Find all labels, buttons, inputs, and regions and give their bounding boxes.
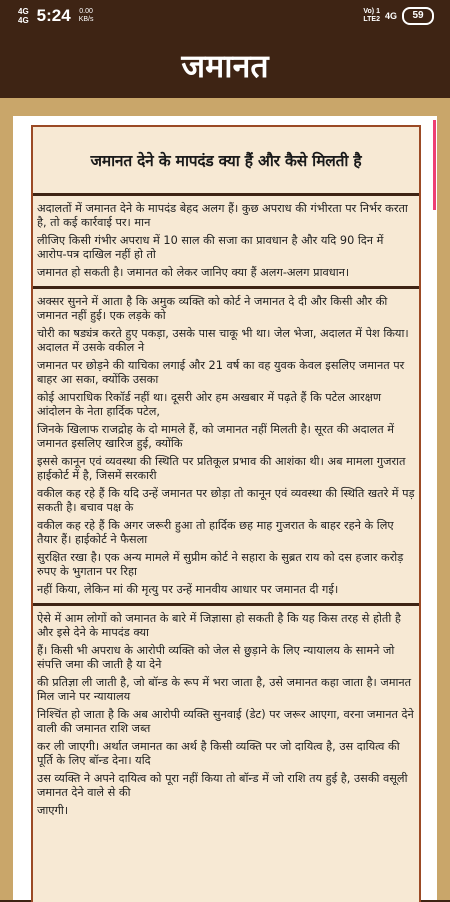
article-content[interactable] [31, 125, 421, 902]
app-bar [0, 32, 450, 98]
volte-top: Vo) 1 [363, 8, 380, 15]
article-paragraph: की प्रतिज्ञा ली जाती है, जो बॉन्ड के रूप में भरा जाता है, उसे जमानत कहा जाता है। जमानत मिल जाने पर न्यायालय [37, 676, 412, 703]
article-section [33, 286, 419, 597]
article-paragraph: अदालतों में जमानत देने के मापदंड बेहद अलग हैं। कुछ अपराध की गंभीरता पर निर्भर करता है, तो कई कार्रवाई पर। मान [37, 202, 408, 229]
article-section [33, 603, 419, 818]
article-paragraph: कोई आपराधिक रिकॉर्ड नहीं था। दूसरी ओर हम अखबार में पढ़ते हैं कि पटेल आरक्षण आंदोलन के नेता हार्दिक पटेल, [37, 391, 382, 418]
network-1-label: 4G [18, 7, 29, 16]
network-speed-value: 0.00 [79, 8, 93, 15]
volte-indicator [363, 8, 380, 24]
article-heading-box [33, 127, 419, 196]
article-paragraph: कर ली जाएगी। अर्थात जमानत का अर्थ है किसी व्यक्ति पर जो दायित्व है, उस दायित्व की पूर्ति के लिए बॉन्ड देना। यदि [37, 740, 400, 767]
article-sections [33, 196, 419, 818]
article-paragraph: जाएगी। [37, 804, 69, 817]
article-paragraph: चोरी का षड्यंत्र करते हुए पकड़ा, उसके पास चाकू भी था। जेल भेजा, अदालत में पेश किया। अदालत में उसके वकील ने [37, 327, 409, 354]
article-paragraph: वकील कह रहे हैं कि अगर जरूरी हुआ तो हार्दिक छह माह गुजरात के बाहर रहने के लिए तैयार हैं। हाईकोर्ट ने फैसला [37, 519, 394, 546]
network-speed [79, 8, 94, 24]
article-paragraph: वकील कह रहे हैं कि यदि उन्हें जमानत पर छोड़ा तो कानून एवं व्यवस्था की स्थिति खतरे में पड़ सकती है। बचाव पक्ष के [37, 487, 415, 514]
signal-icon: 4G [384, 11, 397, 21]
article-paragraph: अक्सर सुनने में आता है कि अमुक व्यक्ति को कोर्ट ने जमानत दे दी और किसी और की जमानत नहीं हुई। एक लड़के को [37, 295, 388, 322]
article-paragraph: नहीं किया, लेकिन मां की मृत्यु पर उन्हें मानवीय आधार पर जमानत दी गई। [37, 583, 339, 596]
article-paragraph: जमानत हो सकती है। जमानत को लेकर जानिए क्या हैं अलग-अलग प्रावधान। [37, 266, 350, 279]
article-paragraph: सुरक्षित रखा है। एक अन्य मामले में सुप्रीम कोर्ट ने सहारा के सुब्रत राय को दस हजार करोड़ रुपए के भुगतान पर रिहा [37, 551, 404, 578]
status-right [363, 7, 434, 25]
scroll-indicator[interactable] [433, 120, 436, 210]
article-paragraph: जमानत पर छोड़ने की याचिका लगाई और 21 वर्ष का वह युवक केवल इसलिए जमानत पर बाहर आ सका, क्योंकि उसका [37, 359, 405, 386]
article-paragraph: इससे कानून एवं व्यवस्था की स्थिति पर प्रतिकूल प्रभाव की आशंका थी। अब मामला गुजरात हाईकोर्ट में है, जिसमें सरकारी [37, 455, 406, 482]
status-bar [0, 0, 450, 32]
article-section [33, 196, 419, 280]
network-2-label: 4G [18, 16, 29, 25]
app-title: जमानत [181, 46, 269, 85]
volte-bottom: LTE2 [363, 16, 380, 23]
article-paragraph: लीजिए किसी गंभीर अपराध में 10 साल की सजा का प्रावधान है और यदि 90 दिन में आरोप-पत्र दाखिल नहीं हो तो [37, 234, 384, 261]
battery-icon: 59 [402, 7, 434, 25]
network-speed-unit: KB/s [78, 16, 94, 23]
article-paragraph: जिनके खिलाफ राजद्रोह के दो मामले हैं, को जमानत नहीं मिलती है। सूरत की अदालत में जमानत इसलिए खारिज हुई, क्योंकि [37, 423, 394, 450]
article-paragraph: उस व्यक्ति ने अपने दायित्व को पूरा नहीं किया तो बॉन्ड में जो राशि तय हुई है, उसकी वसूली जमानत देने वाले से की [37, 772, 408, 799]
article-paragraph: निश्चिंत हो जाता है कि अब आरोपी व्यक्ति सुनवाई (डेट) पर जरूर आएगा, वरना जमानत देने वाली की जमानत राशि जब्त [37, 708, 414, 735]
status-left [18, 6, 94, 26]
clock: 5:24 [36, 6, 71, 25]
article-paragraph: ऐसे में आम लोगों को जमानत के बारे में जिज्ञासा हो सकती है कि यह किस तरह से होती है और इसे देने के मापदंड क्या [37, 612, 401, 639]
article-paragraph: हैं। किसी भी अपराध के आरोपी व्यक्ति को जेल से छुड़ाने के लिए न्यायालय के सामने जो संपत्ति जमा की जाती है या देने [37, 644, 395, 671]
article-heading: जमानत देने के मापदंड क्या हैं और कैसे मिलती है [90, 152, 362, 170]
network-indicator [18, 7, 29, 25]
